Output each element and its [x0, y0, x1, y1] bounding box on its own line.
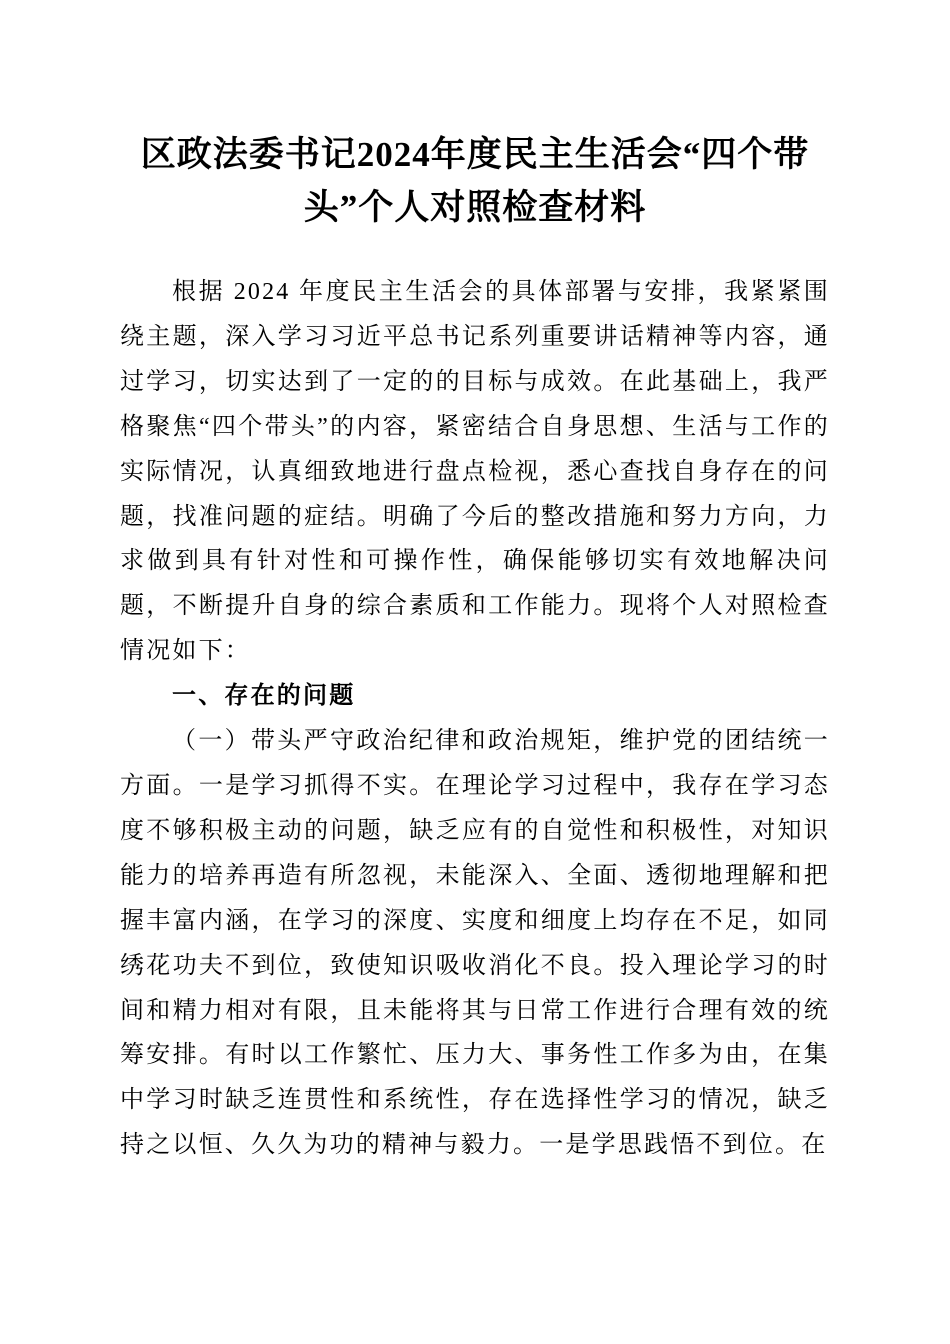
section-heading-problems: 一、存在的问题 — [172, 682, 356, 710]
document-title: 区政法委书记2024年度民主生活会“四个带头”个人对照检查材料 — [140, 135, 810, 227]
section-paragraph: （一）带头严守政治纪律和政治规矩，维护党的团结统一方面。一是学习抓得不实。在理论学习过程中，我存在学习态度不够积极主动的问题，缺乏应有的自觉性和积极性，对知识能力的培养再造有所忽视，未能深入、全面、透彻地理解和把握丰富内涵，在学习的深度、实度和细度上均存在不足，如同绣花功夫不到位，致使知识吸收消化不良。投入理论学习的时间和精力相对有限，且未能将其与日常工作进行合理有效的统筹安排。有时以工作繁忙、压力大、事务性工作多为由，在集中学习时缺乏连贯性和系统性，存在选择性学习的情况，缺乏持之以恒、久久为功的精神与毅力。一是学思践悟不到位。在 — [120, 728, 830, 1159]
intro-paragraph: 根据 2024 年度民主生活会的具体部署与安排，我紧紧围绕主题，深入学习习近平总书记系列重要讲话精神等内容，通过学习，切实达到了一定的的目标与成效。在此基础上，我严格聚焦“四个带头”的内容，紧密结合自身思想、生活与工作的实际情况，认真细致地进行盘点检视，悉心查找自身存在的问题，找准问题的症结。明确了今后的整改措施和努力方向，力求做到具有针对性和可操作性，确保能够切实有效地解决问题，不断提升自身的综合素质和工作能力。现将个人对照检查情况如下： — [120, 279, 830, 665]
